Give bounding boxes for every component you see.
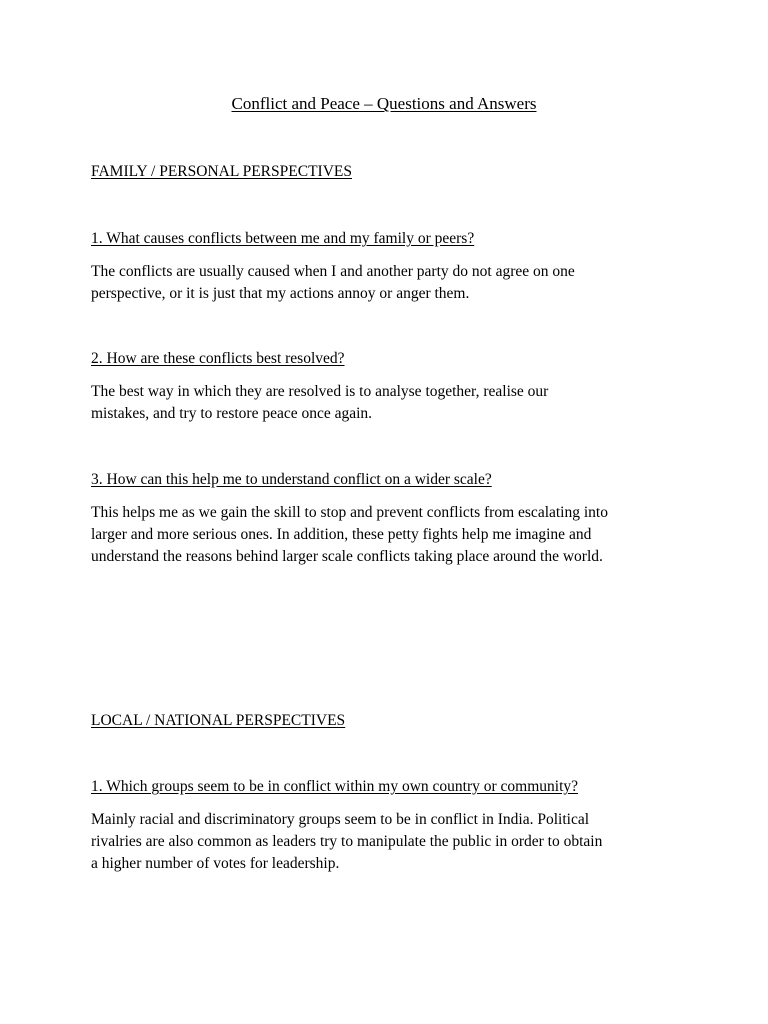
question-family-2: 2. How are these conflicts best resolved?	[91, 350, 345, 367]
answer-line: The conflicts are usually caused when I and another party do not agree on one	[91, 263, 575, 280]
answer-line: The best way in which they are resolved is to analyse together, realise our	[91, 383, 549, 400]
section-heading-local-national: LOCAL / NATIONAL PERSPECTIVES	[91, 712, 346, 729]
question-local-1: 1. Which groups seem to be in conflict within my own country or community?	[91, 778, 579, 795]
answer-family-3	[91, 502, 691, 568]
question-family-3: 3. How can this help me to understand conflict on a wider scale?	[91, 471, 492, 488]
answer-family-2	[91, 381, 691, 425]
answer-line: This helps me as we gain the skill to stop and prevent conflicts from escalating into	[91, 504, 608, 521]
answer-line: perspective, or it is just that my actions annoy or anger them.	[91, 285, 470, 302]
answer-line: larger and more serious ones. In addition, these petty fights help me imagine and	[91, 526, 592, 543]
answer-line: Mainly racial and discriminatory groups seem to be in conflict in India. Political	[91, 811, 590, 828]
document-title: Conflict and Peace – Questions and Answers	[231, 94, 537, 113]
answer-line: a higher number of votes for leadership.	[91, 855, 340, 872]
answer-family-1	[91, 261, 691, 305]
question-family-1: 1. What causes conflicts between me and my family or peers?	[91, 230, 475, 247]
section-heading-family-personal: FAMILY / PERSONAL PERSPECTIVES	[91, 163, 352, 180]
answer-line: mistakes, and try to restore peace once again.	[91, 405, 373, 422]
answer-line: understand the reasons behind larger scale conflicts taking place around the world.	[91, 548, 603, 565]
answer-line: rivalries are also common as leaders try to manipulate the public in order to obtain	[91, 833, 603, 850]
answer-local-1	[91, 809, 691, 875]
